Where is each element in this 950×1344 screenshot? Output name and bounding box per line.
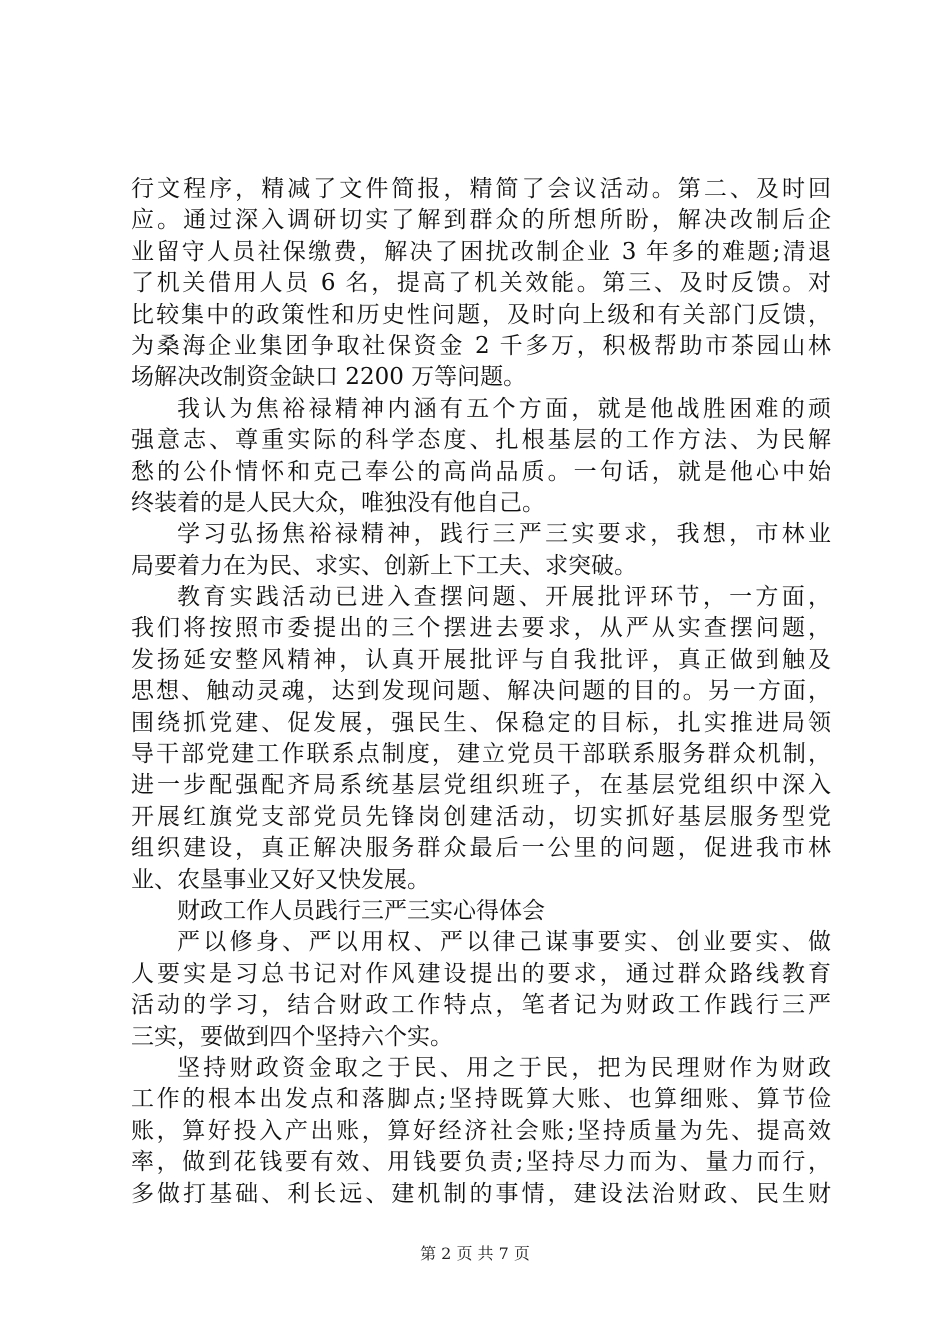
paragraph-first-line: 坚持财政资金取之于民、用之于民，把为民理财作为财政 bbox=[177, 1054, 831, 1081]
section-heading: 财政工作人员践行三严三实心得体会 bbox=[177, 897, 545, 924]
text-line: 局要着力在为民、求实、创新上下工夫、求突破。 bbox=[131, 552, 637, 579]
text-line: 三实，要做到四个坚持六个实。 bbox=[131, 1023, 453, 1050]
text-line: 率，做到花钱要有效、用钱要负责;坚持尽力而为、量力而行， bbox=[131, 1149, 831, 1176]
text-line: 业留守人员社保缴费，解决了困扰改制企业 3 年多的难题;清退 bbox=[131, 238, 831, 265]
text-line: 工作的根本出发点和落脚点;坚持既算大账、也算细账、算节俭 bbox=[131, 1086, 831, 1113]
page-number-footer: 第 2 页 共 7 页 bbox=[420, 1244, 530, 1263]
paragraph-first-line: 严以修身、严以用权、严以律己谋事要实、创业要实、做 bbox=[177, 929, 831, 956]
text-line: 开展红旗党支部党员先锋岗创建活动，切实抓好基层服务型党 bbox=[131, 803, 831, 830]
text-line: 强意志、尊重实际的科学态度、扎根基层的工作方法、为民解 bbox=[131, 427, 831, 454]
text-line: 组织建设，真正解决服务群众最后一公里的问题，促进我市林 bbox=[131, 835, 831, 862]
text-line: 多做打基础、利长远、建机制的事情，建设法治财政、民生财 bbox=[131, 1180, 831, 1207]
text-line: 行文程序，精减了文件简报，精简了会议活动。第二、及时回 bbox=[131, 176, 831, 202]
text-line: 终装着的是人民大众，唯独没有他自己。 bbox=[131, 489, 545, 516]
text-line: 发扬延安整风精神，认真开展批评与自我批评，真正做到触及 bbox=[131, 646, 831, 673]
text-line: 为桑海企业集团争取社保资金 2 千多万，积极帮助市茶园山林 bbox=[131, 332, 831, 359]
text-line: 应。通过深入调研切实了解到群众的所想所盼，解决改制后企 bbox=[131, 207, 831, 234]
text-line: 人要实是习总书记对作风建设提出的要求，通过群众路线教育 bbox=[131, 960, 831, 987]
text-line: 思想、触动灵魂，达到发现问题、解决问题的目的。另一方面， bbox=[131, 678, 831, 705]
text-line: 业、农垦事业又好又快发展。 bbox=[131, 866, 430, 893]
paragraph-first-line: 我认为焦裕禄精神内涵有五个方面，就是他战胜困难的顽 bbox=[177, 395, 831, 422]
text-line: 愁的公仆情怀和克己奉公的高尚品质。一句话，就是他心中始 bbox=[131, 458, 831, 485]
text-line: 比较集中的政策性和历史性问题，及时向上级和有关部门反馈， bbox=[131, 301, 831, 328]
paragraph-first-line: 学习弘扬焦裕禄精神，践行三严三实要求，我想，市林业 bbox=[177, 521, 831, 548]
text-line: 我们将按照市委提出的三个摆进去要求，从严从实查摆问题， bbox=[131, 615, 831, 642]
text-line: 进一步配强配齐局系统基层党组织班子，在基层党组织中深入 bbox=[131, 772, 831, 799]
paragraph-first-line: 教育实践活动已进入查摆问题、开展批评环节，一方面， bbox=[177, 584, 831, 611]
text-line: 了机关借用人员 6 名，提高了机关效能。第三、及时反馈。对 bbox=[131, 270, 831, 297]
text-line: 导干部党建工作联系点制度，建立党员干部联系服务群众机制， bbox=[131, 741, 831, 768]
text-line: 活动的学习，结合财政工作特点，笔者记为财政工作践行三严 bbox=[131, 992, 831, 1019]
text-line: 围绕抓党建、促发展，强民生、保稳定的目标，扎实推进局领 bbox=[131, 709, 831, 736]
text-line: 场解决改制资金缺口 2200 万等问题。 bbox=[131, 364, 527, 391]
text-line: 账，算好投入产出账，算好经济社会账;坚持质量为先、提高效 bbox=[131, 1117, 831, 1144]
document-body bbox=[131, 174, 831, 1210]
